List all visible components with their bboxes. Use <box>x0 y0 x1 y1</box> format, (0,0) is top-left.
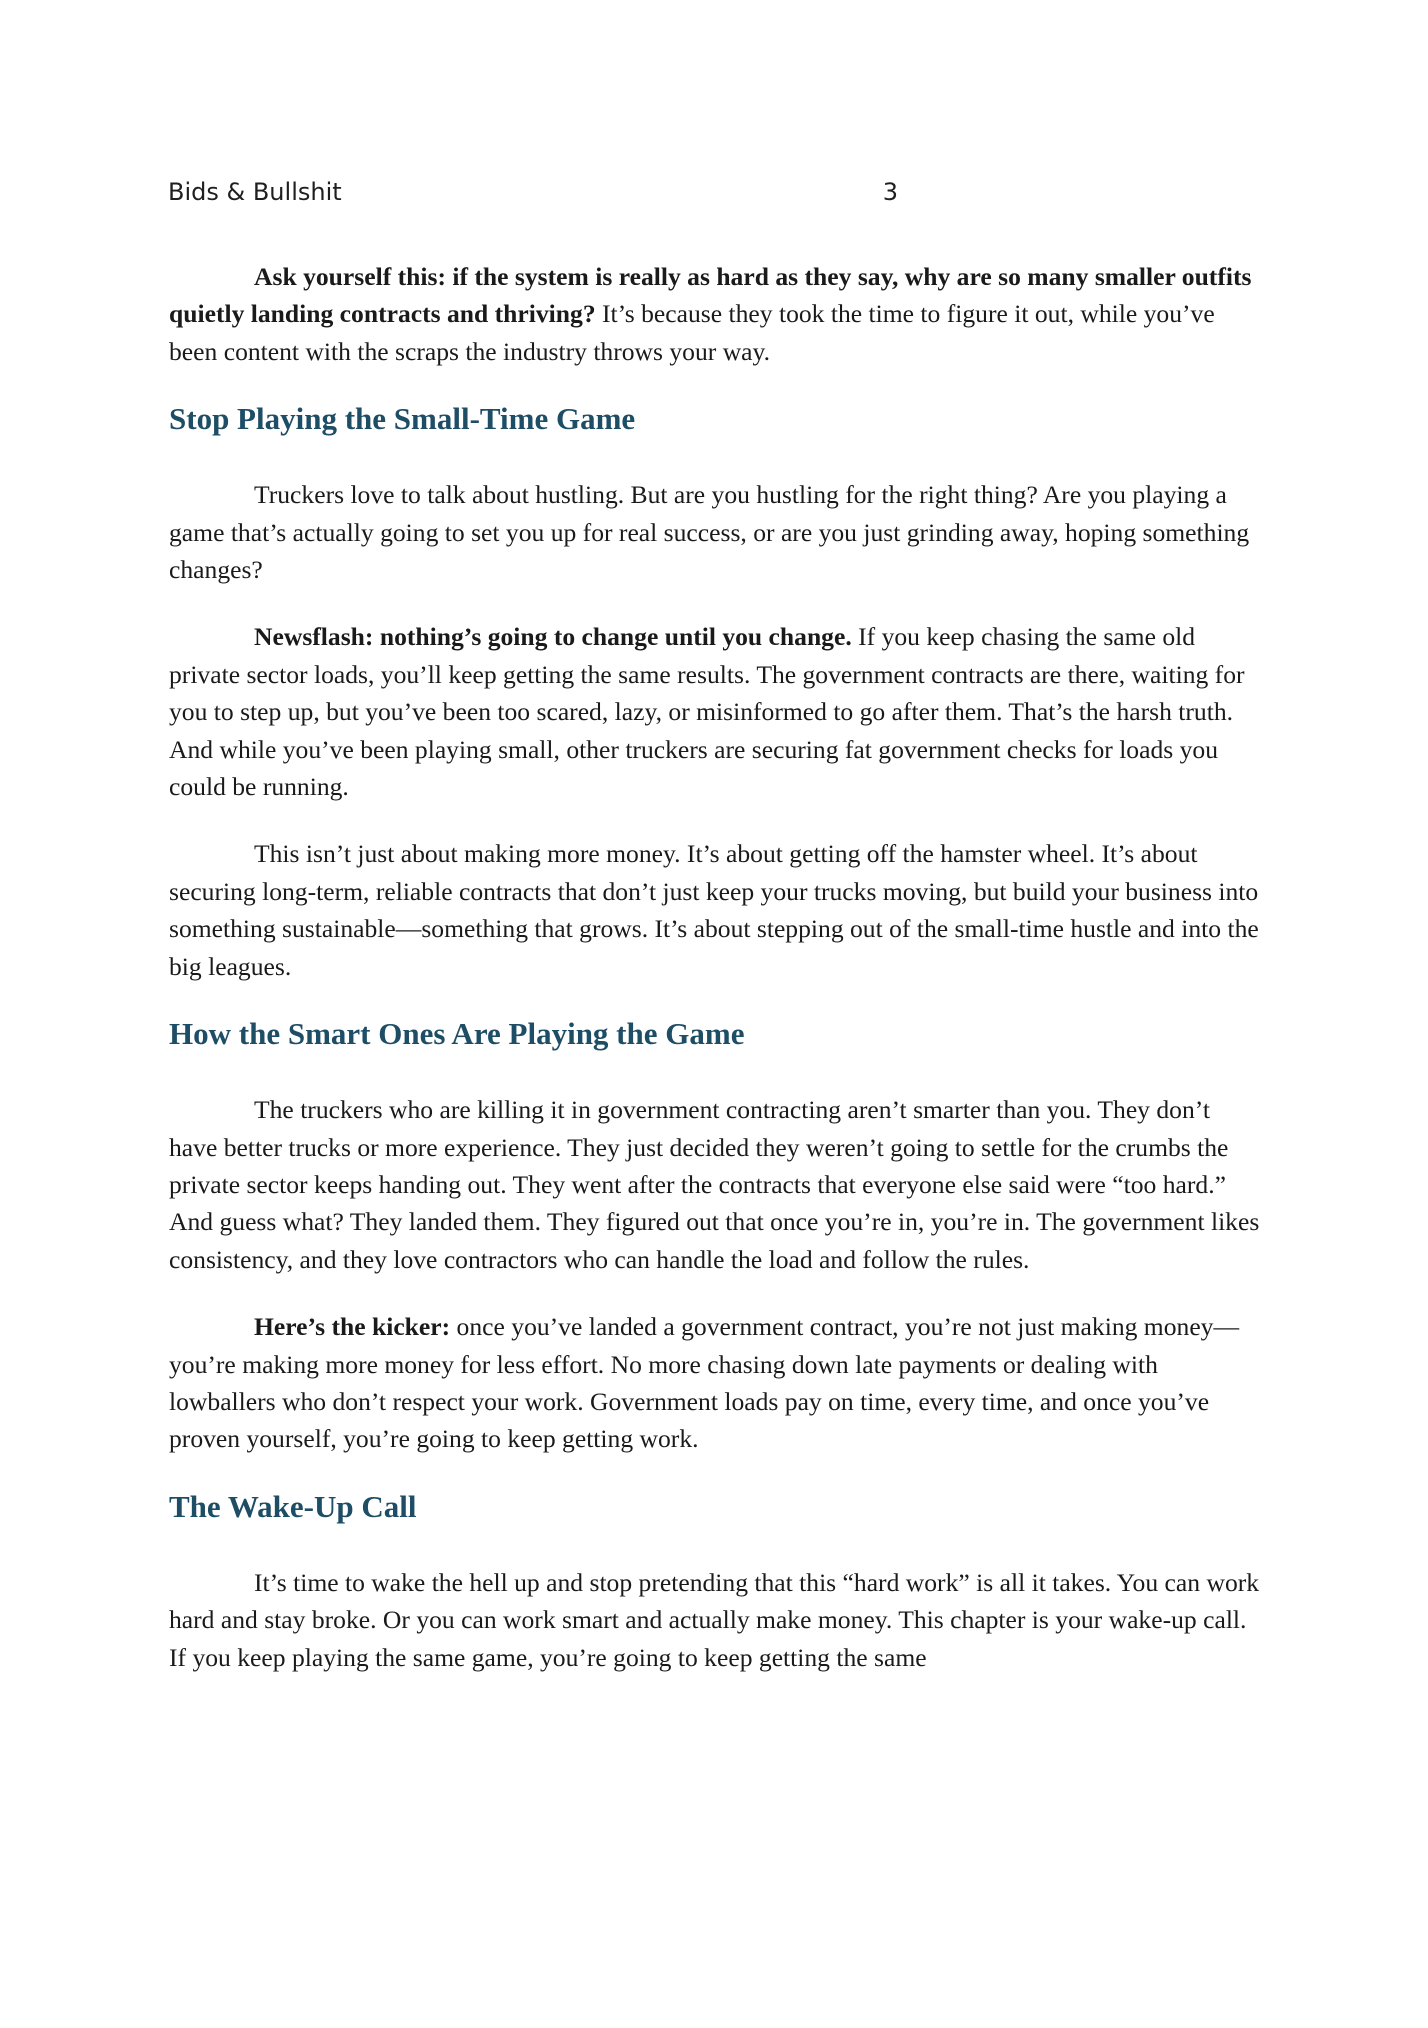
paragraph-text: The truckers who are killing it in government contracting aren’t smarter than you. They don’t have better trucks or more experience. They just decided they weren’t going to settle for the crumbs the private sector keeps handing out. They went after the contracts that everyone else said were “too hard.” And guess what? They landed them. They figured out that once you’re in, you’re in. The government likes consistency, and they love contractors who can handle the load and follow the rules. <box>169 1095 1260 1274</box>
paragraph <box>169 476 1261 588</box>
section-heading: The Wake-Up Call <box>169 1488 417 1524</box>
page-number: 3 <box>882 178 898 206</box>
paragraph-text: It’s because they took the time to figure it out, while you’ve been content with the scraps the industry throws your way. <box>169 299 1215 366</box>
page-body <box>169 258 1261 1706</box>
bold-lead: Newsflash: nothing’s going to change until you change. <box>254 622 852 652</box>
running-header <box>168 178 898 210</box>
bold-lead: Here’s the kicker: <box>254 1312 451 1342</box>
book-title: Bids & Bullshit <box>168 178 342 206</box>
paragraph <box>169 1564 1261 1676</box>
paragraph-text: It’s time to wake the hell up and stop pretending that this “hard work” is all it takes. You can work hard and stay broke. Or you can work smart and actually make money. This chapter is your wake-up call. If you keep playing the same game, you’re going to keep getting the same <box>169 1567 1260 1672</box>
paragraph-text: once you’ve landed a government contract, you’re not just making money—you’re making more money for less effort. No more chasing down late payments or dealing with lowballers who don’t respect your work. Government loads pay on time, every time, and once you’ve proven yourself, you’re going to keep getting work. <box>169 1312 1240 1454</box>
paragraph <box>169 618 1261 805</box>
paragraph <box>169 1091 1261 1278</box>
bold-lead: Ask yourself this: if the system is really as hard as they say, why are so many smaller outfits quietly landing contracts and thriving? <box>169 262 1252 329</box>
paragraph <box>169 258 1261 370</box>
paragraph <box>169 835 1261 985</box>
section-heading: Stop Playing the Small-Time Game <box>169 401 636 437</box>
section-heading: How the Smart Ones Are Playing the Game <box>169 1016 745 1052</box>
paragraph <box>169 1308 1261 1458</box>
paragraph-text: If you keep chasing the same old private sector loads, you’ll keep getting the same results. The government contracts are there, waiting for you to step up, but you’ve been too scared, lazy, or misinformed to go after them. That’s the harsh truth. And while you’ve been playing small, other truckers are securing fat government checks for loads you could be running. <box>169 622 1245 802</box>
paragraph-text: This isn’t just about making more money. It’s about getting off the hamster wheel. It’s about securing long-term, reliable contracts that don’t just keep your trucks moving, but build your business into something sustainable—something that grows. It’s about stepping out of the small-time hustle and into the big leagues. <box>169 839 1259 981</box>
paragraph-text: Truckers love to talk about hustling. But are you hustling for the right thing? Are you playing a game that’s actually going to set you up for real success, or are you just grinding away, hoping something changes? <box>169 480 1250 585</box>
